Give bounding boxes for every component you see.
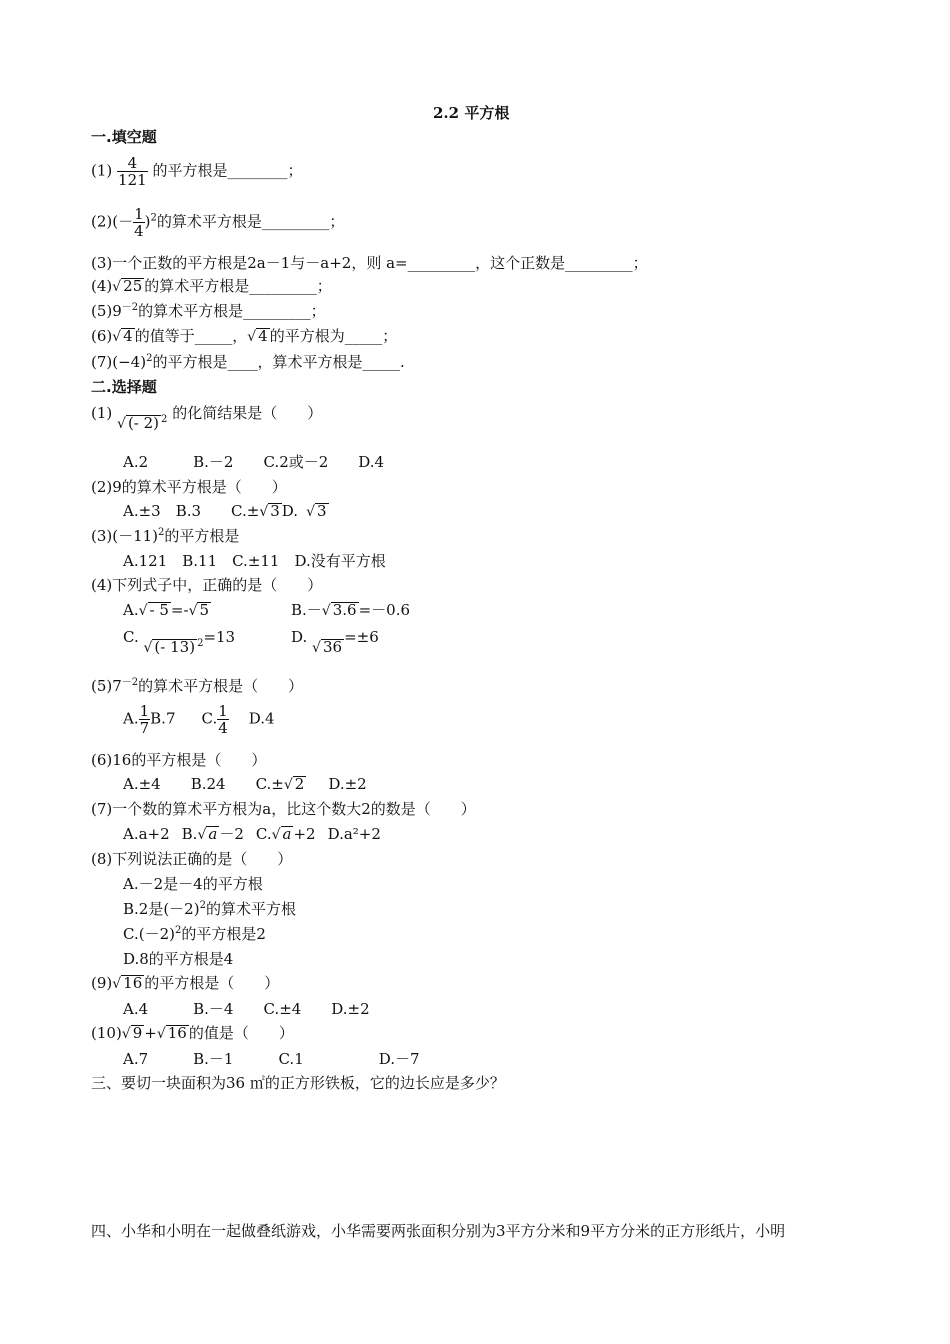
option-text: =±6 <box>344 628 379 646</box>
numerator: 1 <box>139 702 150 720</box>
denominator: 4 <box>218 719 228 737</box>
denominator: 7 <box>139 719 150 737</box>
radicand: 2 <box>294 775 305 793</box>
option-text: 的算术平方根 <box>205 900 296 918</box>
sqrt: √ 4 <box>112 327 133 345</box>
radicand: 36 <box>322 638 343 656</box>
page-title: 2.2 平方根 <box>433 104 510 122</box>
question-1-2 <box>91 206 344 239</box>
choice-3-options: A.121 B.11 C.±11 D.没有平方根 <box>123 552 386 570</box>
question-1-1 <box>91 155 302 188</box>
choice-9 <box>91 974 279 993</box>
option-text: D.a²+2 <box>327 825 381 843</box>
choice-7-options <box>123 825 381 844</box>
option-label: A. <box>123 601 139 619</box>
choice-9-options: A.4 B.－4 C.±4 D.±2 <box>123 1000 370 1018</box>
sqrt: √ 25 <box>112 277 143 295</box>
choice-5 <box>91 677 303 695</box>
radicand: 9 <box>132 1024 143 1042</box>
option-text: 的平方根是2 <box>181 925 266 943</box>
choice-4-option-c <box>123 628 236 656</box>
sqrt: √ a <box>271 825 292 843</box>
radicand: 4 <box>258 327 268 345</box>
question-1-7 <box>91 353 405 371</box>
plus-sign: + <box>144 1024 157 1042</box>
radicand: 3 <box>270 502 280 520</box>
radicand: 5 <box>199 601 210 619</box>
question-text: 的平方根是________； <box>152 161 303 180</box>
option-text: D.4 <box>248 709 275 728</box>
exponent: 2 <box>158 527 165 538</box>
sqrt: √ 3 <box>306 502 327 520</box>
radicand: 25 <box>123 277 143 295</box>
option-text: A.±4 B.24 C.± <box>123 775 284 793</box>
option-label: C. <box>123 628 139 646</box>
choice-3 <box>91 527 239 545</box>
option-label: C. <box>255 825 272 843</box>
fraction <box>133 206 145 239</box>
option-text: C.(－2) <box>123 925 175 943</box>
question-1-5 <box>91 302 326 320</box>
fraction <box>117 155 148 188</box>
section-3-question: 三、要切一块面积为36 ㎡的正方形铁板，它的边长应是多少？ <box>91 1074 505 1092</box>
question-text: 的值是（ ） <box>188 1024 294 1042</box>
numerator: 1 <box>134 205 144 223</box>
question-text: 的平方根为_____； <box>269 327 398 345</box>
question-text: 的算术平方根是_________； <box>138 302 326 320</box>
choice-5-options <box>123 703 275 736</box>
sqrt: √ 4 <box>247 327 268 345</box>
choice-2: (2)9的算术平方根是（ ） <box>91 478 287 496</box>
option-label: B. <box>181 825 198 843</box>
radicand: a <box>282 825 292 843</box>
option-text: =13 <box>203 628 236 646</box>
option-text: B.7 <box>150 709 176 728</box>
question-1-3: (3)一个正数的平方根是2a－1与－a+2，则 a=_________，这个正数是_________； <box>91 254 648 272</box>
question-1-4 <box>91 277 332 296</box>
section-heading-fill-in: 一.填空题 <box>91 128 157 146</box>
choice-2-options <box>123 502 329 521</box>
option-text: A.±3 B.3 C.± <box>123 502 260 520</box>
option-text: B.2是(－2) <box>123 900 200 918</box>
choice-4-option-d <box>291 628 379 656</box>
option-text: =- <box>170 601 189 619</box>
option-label: B.－ <box>291 601 322 619</box>
choice-4-option-b <box>291 601 410 620</box>
denominator: 4 <box>134 222 144 240</box>
option-text: D.±2 <box>328 775 367 793</box>
exponent: 2 <box>150 212 157 224</box>
section-heading-choice: 二.选择题 <box>91 378 157 396</box>
question-label: (5)7 <box>91 677 122 695</box>
radicand: - 5 <box>149 601 169 619</box>
exponent: 2 <box>161 414 168 425</box>
fraction <box>217 703 229 736</box>
radicand: (- 13) <box>154 638 196 656</box>
option-label: D. <box>291 628 308 646</box>
sqrt: √ 5 <box>188 601 210 619</box>
question-text: 的值等于_____， <box>134 327 248 345</box>
option-text: D. <box>281 502 299 520</box>
fraction <box>139 703 151 736</box>
question-label: (9) <box>91 974 113 992</box>
question-text: 的平方根是 <box>164 527 240 545</box>
exponent: －2 <box>121 302 139 313</box>
sqrt: √ 2 <box>283 775 305 793</box>
option-text: A.a+2 <box>123 825 170 843</box>
question-label: (1) <box>91 161 113 180</box>
option-text: =－0.6 <box>358 601 411 619</box>
sqrt: √ 16 <box>156 1024 187 1042</box>
sqrt: √ 16 <box>112 974 143 992</box>
radicand: 4 <box>123 327 133 345</box>
question-label: (5)9 <box>91 302 122 320</box>
sqrt: √ 9 <box>121 1024 143 1042</box>
radicand: a <box>208 825 218 843</box>
sqrt: √ 3 <box>259 502 280 520</box>
sqrt: √ (- 13) $^2$ <box>143 638 204 656</box>
radicand: 3 <box>316 502 327 520</box>
question-text: 的算术平方根是_________； <box>144 277 332 295</box>
option-text: +2 <box>293 825 316 843</box>
choice-10-options: A.7 B.－1 C.1 D.－7 <box>123 1050 420 1068</box>
choice-4-option-a <box>123 601 211 620</box>
option-label: C. <box>201 709 218 728</box>
radicand: 16 <box>123 974 143 992</box>
numerator: 1 <box>218 702 228 720</box>
sqrt: √ 3.6 <box>321 601 357 619</box>
question-label: (4) <box>91 277 113 295</box>
choice-6-options <box>123 775 367 794</box>
sqrt: √ 36 <box>312 638 343 656</box>
question-label: (6) <box>91 327 113 345</box>
exponent: 2 <box>174 925 182 936</box>
question-text: 的化简结果是（ ） <box>172 404 323 422</box>
sqrt: √ - 5 <box>138 601 169 619</box>
choice-6: (6)16的平方根是（ ） <box>91 751 267 769</box>
radicand: 3.6 <box>332 601 357 619</box>
radicand: 16 <box>167 1024 187 1042</box>
section-4-question: 四、小华和小明在一起做叠纸游戏，小华需要两张面积分别为3平方分米和9平方分米的正方形纸片，小明 <box>91 1222 786 1240</box>
question-text: 的平方根是____，算术平方根是_____. <box>152 353 405 371</box>
option-text: －2 <box>219 825 244 843</box>
question-label: (7)(−4) <box>91 353 147 371</box>
choice-8: (8)下列说法正确的是（ ） <box>91 850 293 868</box>
paren-close: ) <box>144 212 151 231</box>
radicand: (- 2) <box>127 414 160 432</box>
exponent: －2 <box>121 677 139 688</box>
exponent: 2 <box>146 353 153 364</box>
choice-4: (4)下列式子中，正确的是（ ） <box>91 576 323 594</box>
choice-10 <box>91 1024 294 1043</box>
question-label: (10) <box>91 1024 122 1042</box>
question-label: (3)(－11) <box>91 527 159 545</box>
question-text: 的算术平方根是_________； <box>156 212 345 231</box>
numerator: 4 <box>117 155 148 172</box>
sqrt: √ (- 2) $^2$ <box>117 414 168 432</box>
question-label: (1) <box>91 404 113 422</box>
question-label: (2)(－ <box>91 212 134 231</box>
choice-7: (7)一个数的算术平方根为a，比这个数大2的数是（ ） <box>91 800 476 818</box>
sqrt: √ a <box>197 825 218 843</box>
exponent: 2 <box>197 638 204 649</box>
denominator: 121 <box>118 171 147 189</box>
choice-8-option-a: A.－2是－4的平方根 <box>123 875 263 893</box>
choice-1 <box>91 404 323 432</box>
exponent: 2 <box>199 900 206 911</box>
choice-8-option-b <box>123 900 296 918</box>
option-label: A. <box>123 709 139 728</box>
question-text: 的平方根是（ ） <box>144 974 280 992</box>
choice-8-option-d: D.8的平方根是4 <box>123 950 234 968</box>
question-1-6 <box>91 327 397 346</box>
choice-8-option-c <box>123 925 266 943</box>
choice-1-options: A.2 B.－2 C.2或－2 D.4 <box>123 453 385 471</box>
question-text: 的算术平方根是（ ） <box>138 677 304 695</box>
